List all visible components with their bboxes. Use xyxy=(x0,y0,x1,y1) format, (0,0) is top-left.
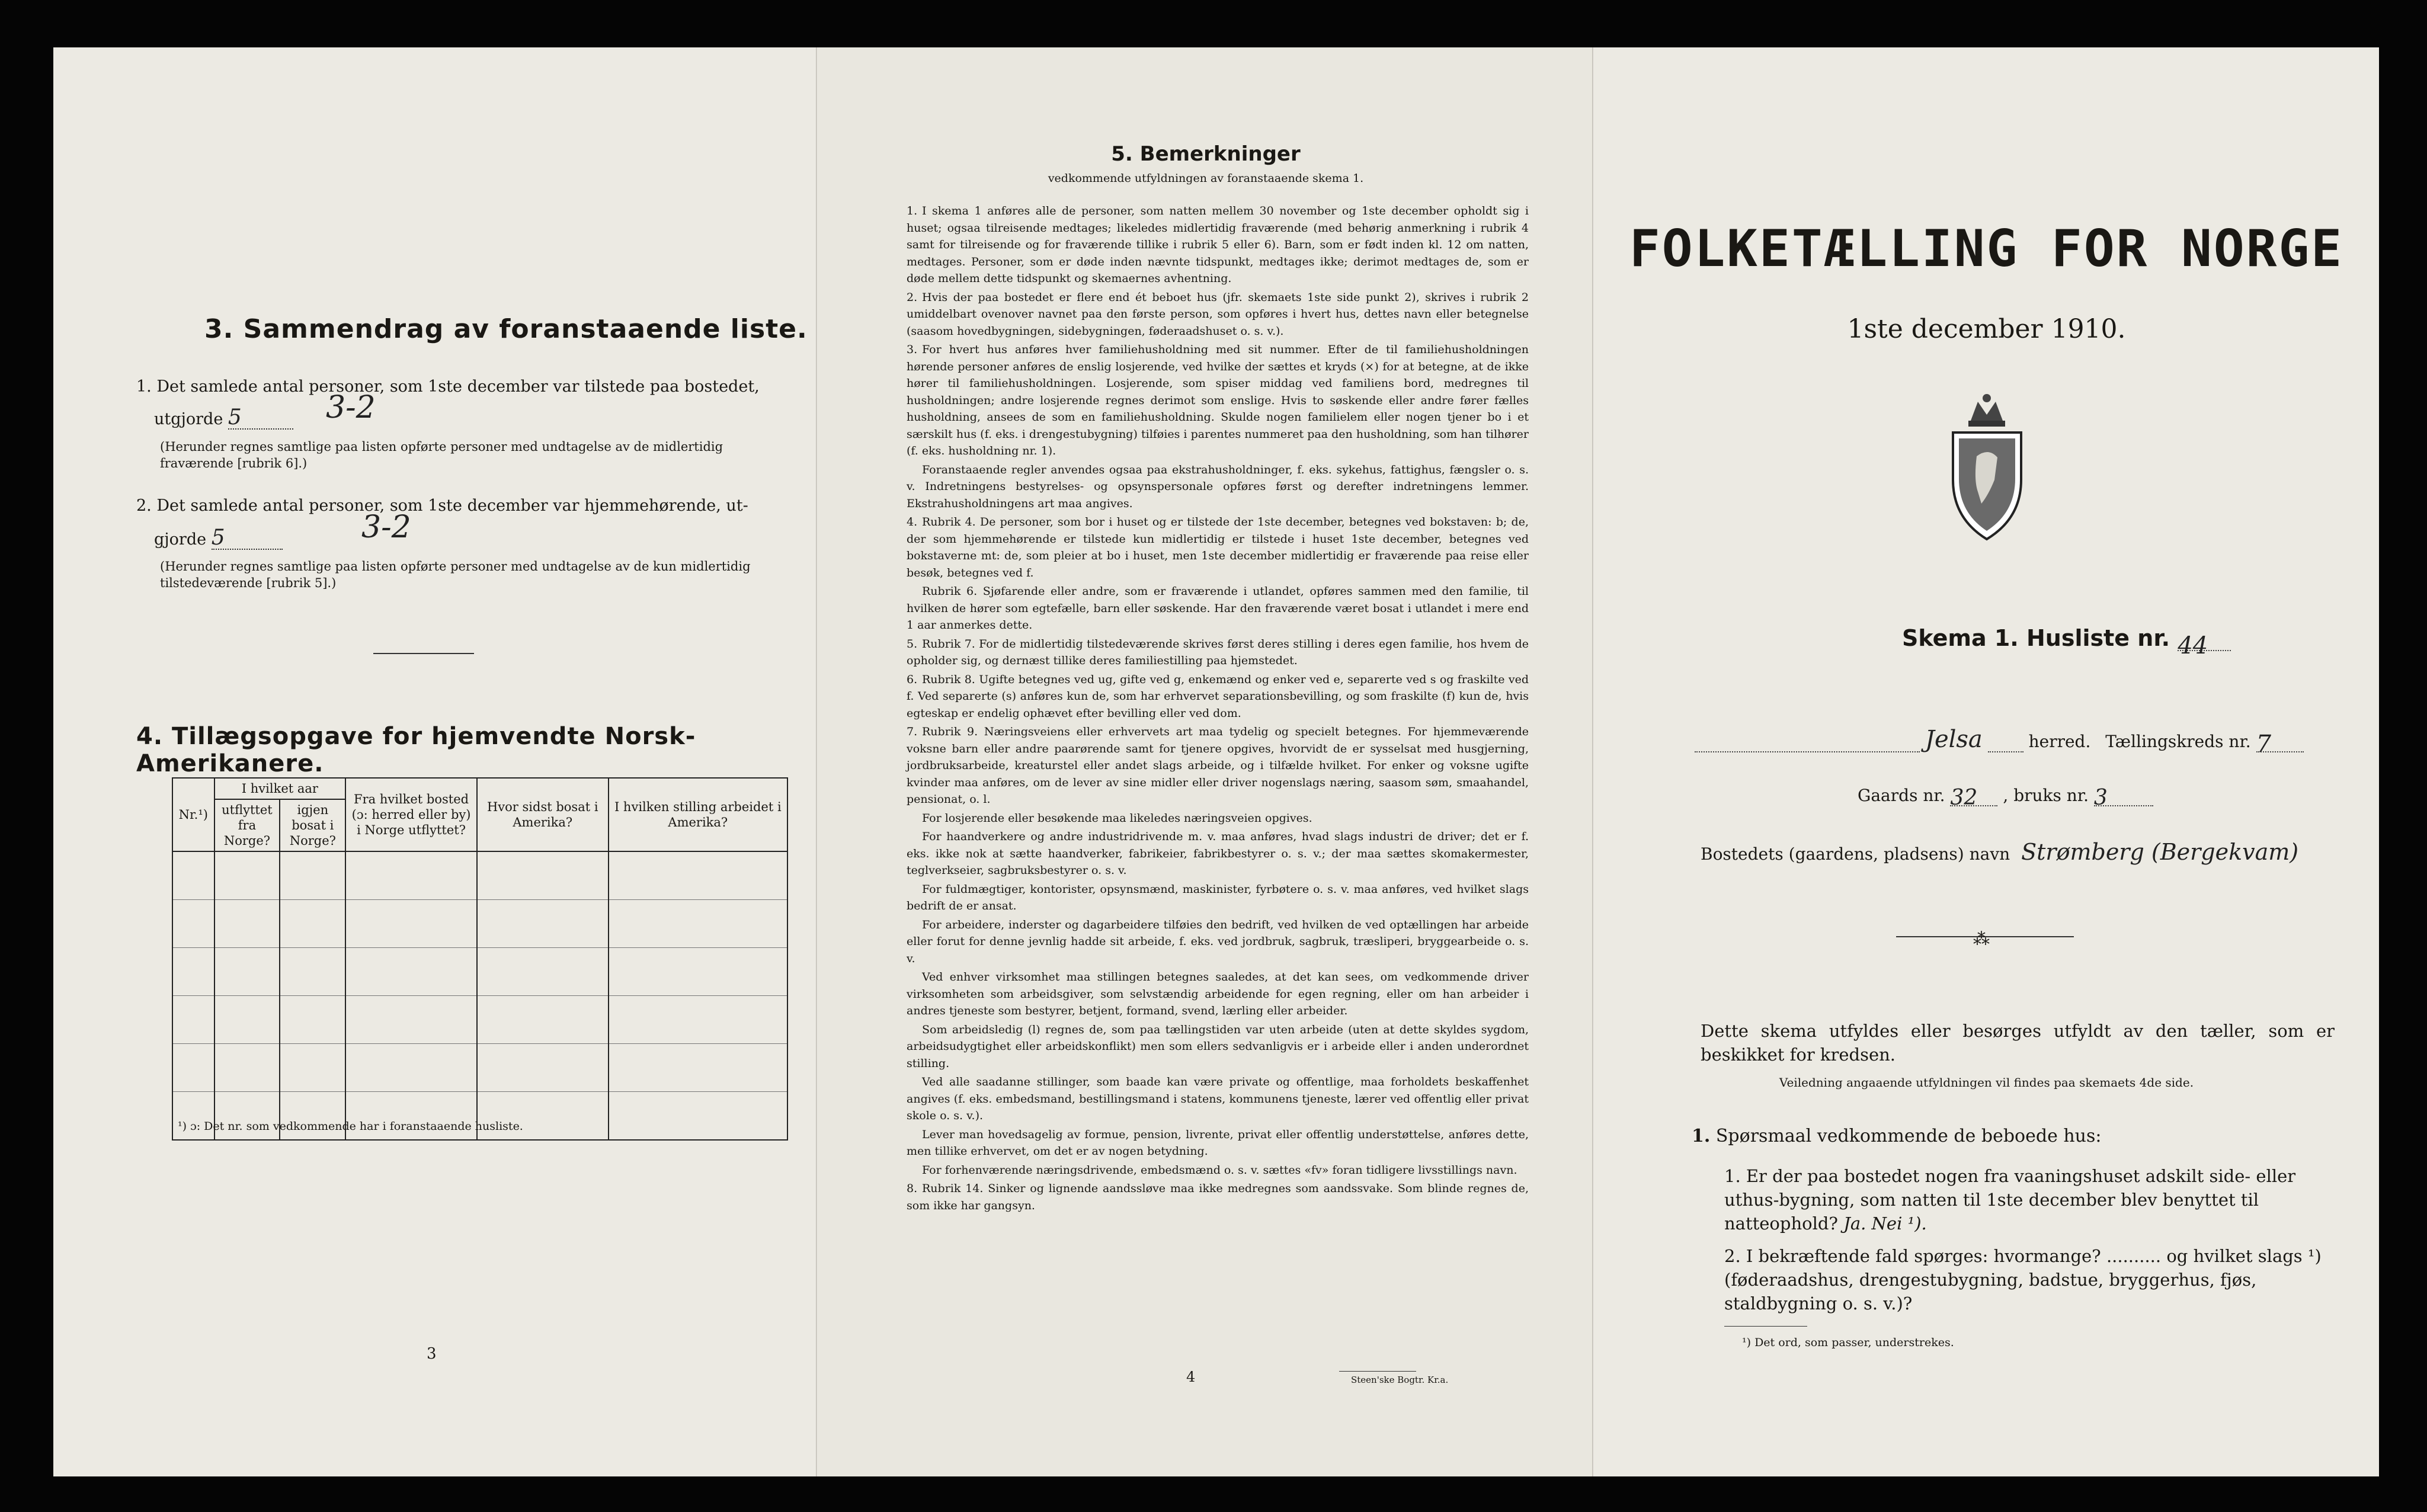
table-footnote: ¹) ɔ: Det nr. som vedkommende har i foranstaaende husliste. xyxy=(178,1120,523,1133)
intro-note: Veiledning angaaende utfyldningen vil findes paa skemaets 4de side. xyxy=(1779,1075,2194,1090)
remark-item xyxy=(907,723,1529,808)
census-title: FOLKETÆLLING FOR NORGE xyxy=(1629,219,2344,278)
q2-note: (Herunder regnes samtlige paa listen opførte personer med undtagelse av de kun midlertidig tilstedeværende [rubrik 5].) xyxy=(160,559,751,590)
herred-dots-2 xyxy=(1988,733,2023,752)
bosted-line xyxy=(1701,841,2370,865)
q1-text: 1. Det samlede antal personer, som 1ste december var tilstede paa bostedet, xyxy=(136,377,760,396)
herred-label: herred. xyxy=(2028,732,2091,751)
remark-text: Rubrik 9. Næringsveiens eller erhvervets art maa tydelig og specielt betegnes. For hjemmeværende voksne barn eller andre paarørende samt for tjenere opgives, hvorvidt de er sysselsat med husgjerning, jordbruksarbeide, kreaturstel eller andet slags arbeide, og i tilfælde hvilket. For enker og voksne ugifte kvinder maa anføres, om de lever av sine midler eller driver nogenslags næring, saasom søm, smaahandel, pensionat, o. l. xyxy=(907,725,1529,806)
question-2: 2. I bekræftende fald spørges: hvormange? .......... og hvilket slags ¹) (føderaadshus, drengestubygning, badstue, bryggerhus, fjøs, staldbygning o. s. v.)? xyxy=(1724,1246,2322,1314)
section-4-title: 4. Tillægsopgave for hjemvendte Norsk-Amerikanere. xyxy=(136,723,696,777)
gaards-label: Gaards nr. xyxy=(1858,786,1945,805)
remark-item xyxy=(907,810,1529,827)
remark-item xyxy=(907,969,1529,1020)
gaards-value: 32 xyxy=(1950,787,1997,806)
skema-label xyxy=(1902,625,2231,659)
question-1 xyxy=(1724,1164,2346,1235)
remark-item xyxy=(907,289,1529,340)
q2-utgjorde xyxy=(154,527,283,550)
bemerkninger-title: 5. Bemerkninger xyxy=(1111,142,1301,166)
col-america: Hvor sidst bosat i Amerika? xyxy=(477,778,609,851)
remark-item xyxy=(907,514,1529,581)
remark-text: Lever man hovedsagelig av formue, pension, livrente, privat eller offentlig understøttelse, anføres dette, men tillike erhvervet, om det er av nogen betydning. xyxy=(907,1127,1529,1158)
remark-text: For hvert hus anføres hver familiehusholdning med sit nummer. Efter de til familiehusholdningen hørende personer anføres de enslig losjerende, ved hvilke der sættes et kryds (×) for at betegne, at de ikke hører til familiehusholdningen. Losjerende, som spiser middag ved familiens bord, medregnes til husholdningen; andre losjerende regnes derimot som enslige. Hvis to søskende eller andre fører fælles husholdning, ansees de som en familiehusholdning. Skulde nogen familielem eller nogen tjener bo i et særskilt hus (f. eks. i drengestubygning) tilføies i parentes nummeret paa den husholdning, som han tilhører (f. eks. husholdning nr. 1). xyxy=(907,343,1529,457)
remark-text: Rubrik 6. Sjøfarende eller andre, som er fraværende i utlandet, opføres sammen med den familie, til hvilken de hører som egtefælle, barn eller søskende. Har den fraværende været bosat i utlandet i mere end 1 aar anmerkes dette. xyxy=(907,585,1529,632)
skema-label-text: Skema 1. Husliste nr. xyxy=(1902,625,2170,651)
page-number-3: 3 xyxy=(427,1345,437,1363)
printer-rule xyxy=(1339,1371,1416,1372)
remark-item xyxy=(907,462,1529,512)
remark-text: For arbeidere, inderster og dagarbeidere tilføies den bedrift, ved hvilken de ved optællingen har arbeide eller forut for denne jevnlig hadde sit arbeide, f. eks. ved jordbruk, sagbruk, træsliperi, bryggearbeide o. s. v. xyxy=(907,918,1529,965)
remark-number: 4. xyxy=(907,515,918,528)
bemerkninger-subtitle: vedkommende utfyldningen av foranstaaende skema 1. xyxy=(1048,172,1364,185)
questions-number: 1. xyxy=(1692,1126,1711,1146)
remark-number: 1. xyxy=(907,204,918,217)
q2-value: 5 xyxy=(212,527,283,550)
col-year-group: I hvilket aar xyxy=(214,778,346,799)
footnote-rule xyxy=(1724,1326,1807,1327)
table-row xyxy=(172,851,787,900)
bruks-value: 3 xyxy=(2094,787,2153,806)
q1-value: 5 xyxy=(228,407,293,430)
remark-text: Rubrik 7. For de midlertidig tilstedeværende skrives først deres stilling i deres egen familie, hos hvem de opholder sig, og dernæst tillike deres familiestilling paa hjemstedet. xyxy=(907,637,1529,667)
herred-value: Jelsa xyxy=(1925,726,1983,753)
col-place: Fra hvilket bosted (ɔ: herred eller by) i Norge utflyttet? xyxy=(345,778,477,851)
remark-item xyxy=(907,671,1529,722)
col-position: I hvilken stilling arbeidet i Amerika? xyxy=(609,778,787,851)
remark-text: Rubrik 4. De personer, som bor i huset og er tilstede der 1ste december, betegnes ved bokstaven: b; de, der som hjemmehørende er tilstede kun midlertidig er tilstede i huset 1ste december, betegnes ved bokstaverne mt: de, som pleier at bo i huset, men 1ste december midlertidig er fraværende paa reise eller besøk, betegnes ved f. xyxy=(907,515,1529,579)
q1-utgjorde-label: utgjorde xyxy=(154,410,223,428)
remark-text: For haandverkere og andre industridrivende m. v. maa anføres, hvad slags industri de driver; det er f. eks. ikke nok at sætte haandverker, fabrikeier, fabrikbestyrer o. s. v.; der maa sættes skomakermester, teglverkseier, sagbruksbestyrer o. s. v. xyxy=(907,830,1529,877)
table-row xyxy=(172,948,787,996)
page-middle xyxy=(818,47,1594,1476)
intro-text: Dette skema utfyldes eller besørges utfyldt av den tæller, som er beskikket for kredsen. xyxy=(1701,1021,2335,1065)
q2-utgjorde-label: gjorde xyxy=(154,530,207,549)
section-3-title: 3. Sammendrag av foranstaaende liste. xyxy=(204,314,808,344)
question-1-answer: Ja. Nei ¹). xyxy=(1843,1213,1927,1234)
q1-handwriting: 3-2 xyxy=(326,390,376,425)
page-right xyxy=(1594,47,2379,1476)
remark-item xyxy=(907,917,1529,968)
col-returned: igjen bosat i Norge? xyxy=(280,799,345,851)
remark-item xyxy=(907,203,1529,287)
q1-utgjorde xyxy=(154,407,293,430)
questions-title: Spørsmaal vedkommende de beboede hus: xyxy=(1715,1126,2102,1146)
page-left xyxy=(53,47,818,1476)
right-footnote: ¹) Det ord, som passer, understrekes. xyxy=(1742,1336,1954,1349)
remark-text: I skema 1 anføres alle de personer, som natten mellem 30 november og 1ste december opholdt sig i huset; ogsaa tilreisende medtages; likeledes midlertidig fraværende (med behørig anmerkning i rubrik 4 samt for tilreisende og for fraværende tillike i rubrik 5 eller 6). Barn, som er født inden kl. 12 om natten, medtages. Personer, som er døde inden nævnte tidspunkt, medtages ikke; derimot medtages de, som er døde mellem dette tidspunkt og skemaernes avhentning. xyxy=(907,204,1529,285)
remark-text: Rubrik 8. Ugifte betegnes ved ug, gifte ved g, enkemænd og enker ved e, separerte ved s og fraskilte ved f. Ved separerte (s) anføres kun de, som har erhvervet separationsbevilling, og som fraskilte (f) kun de, hvis egteskap er endelig ophævet efter bevilling eller ved dom. xyxy=(907,672,1529,720)
remark-item xyxy=(907,636,1529,669)
remark-item xyxy=(907,828,1529,879)
remark-text: Foranstaaende regler anvendes ogsaa paa ekstrahusholdninger, f. eks. sykehus, fattighus, fængsler o. s. v. Indretningens bestyrelses- og opsynspersonale opføres først og derefter indretningens lemmer. Ekstrahusholdningens art maa angives. xyxy=(907,463,1529,510)
remark-number: 7. xyxy=(907,725,918,738)
remark-item xyxy=(907,1126,1529,1160)
remark-text: For fuldmægtiger, kontorister, opsynsmænd, maskinister, fyrbøtere o. s. v. maa anføres, ved hvilket slags bedrift de er ansat. xyxy=(907,882,1529,912)
q2-text: 2. Det samlede antal personer, som 1ste december var hjemmehørende, ut- xyxy=(136,496,748,515)
remark-text: For forhenværende næringsdrivende, embedsmænd o. s. v. sættes «fv» foran tidligere livsstillings navn. xyxy=(922,1163,1517,1177)
col-nr: Nr.¹) xyxy=(172,778,214,851)
remark-text: Rubrik 14. Sinker og lignende aandssløve maa ikke medregnes som aandssvake. Som blinde regnes de, som ikke har gangsyn. xyxy=(907,1182,1529,1212)
remark-item xyxy=(907,881,1529,915)
remark-number: 3. xyxy=(907,343,918,356)
remark-item xyxy=(907,341,1529,460)
remark-text: Ved alle saadanne stillinger, som baade kan være private og offentlige, maa forholdets beskaffenhet angives (f. eks. embedsmand, bestillingsmand i statens, kommunens tjeneste, lærer ved offentlig eller privat skole o. s. v.). xyxy=(907,1075,1529,1122)
husliste-nr: 44 xyxy=(2178,632,2231,651)
remark-item xyxy=(907,1180,1529,1214)
table-row xyxy=(172,900,787,948)
remark-text: For losjerende eller besøkende maa likeledes næringsveien opgives. xyxy=(922,811,1312,825)
divider xyxy=(373,653,474,654)
col-emigrated: utflyttet fra Norge? xyxy=(214,799,280,851)
remark-number: 2. xyxy=(907,290,918,304)
remark-text: Som arbeidsledig (l) regnes de, som paa tællingstiden var uten arbeide (uten at dette skyldes sygdom, arbeidsudygtighet eller arbeidskonflikt) men som ellers sedvanligvis er i arbeide eller i anden underordnet stilling. xyxy=(907,1023,1529,1070)
remark-number: 8. xyxy=(907,1182,918,1195)
q2-handwriting: 3-2 xyxy=(361,510,411,545)
bosted-value: Strømberg (Bergekvam) xyxy=(2021,839,2299,865)
remark-item xyxy=(907,1162,1529,1179)
remark-item xyxy=(907,1021,1529,1072)
remark-number: 5. xyxy=(907,637,918,651)
remark-item xyxy=(907,1074,1529,1125)
remark-number: 6. xyxy=(907,672,918,686)
printer-mark: Steen'ske Bogtr. Kr.a. xyxy=(1351,1375,1449,1385)
remark-text: Hvis der paa bostedet er flere end ét beboet hus (jfr. skemaets 1ste side punkt 2), skrives i rubrik 2 umiddelbart ovenover navnet paa den første person, som opføres i hvert hus, dettes navn eller betegnelse (saasom hovedbygningen, sidebygningen, føderaadshuset o. s. v.). xyxy=(907,290,1529,338)
gaards-line xyxy=(1858,785,2153,810)
page-number-4: 4 xyxy=(1186,1369,1196,1385)
bemerkninger-list xyxy=(907,203,1529,1216)
coat-of-arms-icon xyxy=(1947,391,2027,545)
norsk-amerikanere-table xyxy=(172,777,788,1141)
kreds-label: Tællingskreds nr. xyxy=(2105,732,2251,751)
remark-item xyxy=(907,583,1529,634)
questions-heading xyxy=(1692,1126,2102,1146)
ornament-icon: ⁂ xyxy=(1973,929,1990,949)
herred-line xyxy=(1695,726,2364,758)
bosted-label: Bostedets (gaardens, pladsens) navn xyxy=(1701,844,2010,864)
table-row xyxy=(172,1044,787,1092)
remark-text: Ved enhver virksomhet maa stillingen betegnes saaledes, at det kan sees, om vedkommende driver virksomheten som arbeidsgiver, som selvstændig arbeidende for egen regning, eller om han arbeider i andres tjeneste som bestyrer, betjent, formand, svend, lærling eller arbeider. xyxy=(907,970,1529,1017)
kreds-value: 7 xyxy=(2256,733,2304,752)
census-date: 1ste december 1910. xyxy=(1847,314,2126,344)
bruks-label: , bruks nr. xyxy=(2003,786,2089,805)
q1-note: (Herunder regnes samtlige paa listen opførte personer med undtagelse av de midlertidig fraværende [rubrik 6].) xyxy=(160,440,723,470)
question-1-text: 1. Er der paa bostedet nogen fra vaaningshuset adskilt side- eller uthus-bygning, som natten til 1ste december blev benyttet til natteophold? xyxy=(1724,1166,2296,1234)
herred-dots xyxy=(1695,733,1920,752)
table-row xyxy=(172,996,787,1044)
